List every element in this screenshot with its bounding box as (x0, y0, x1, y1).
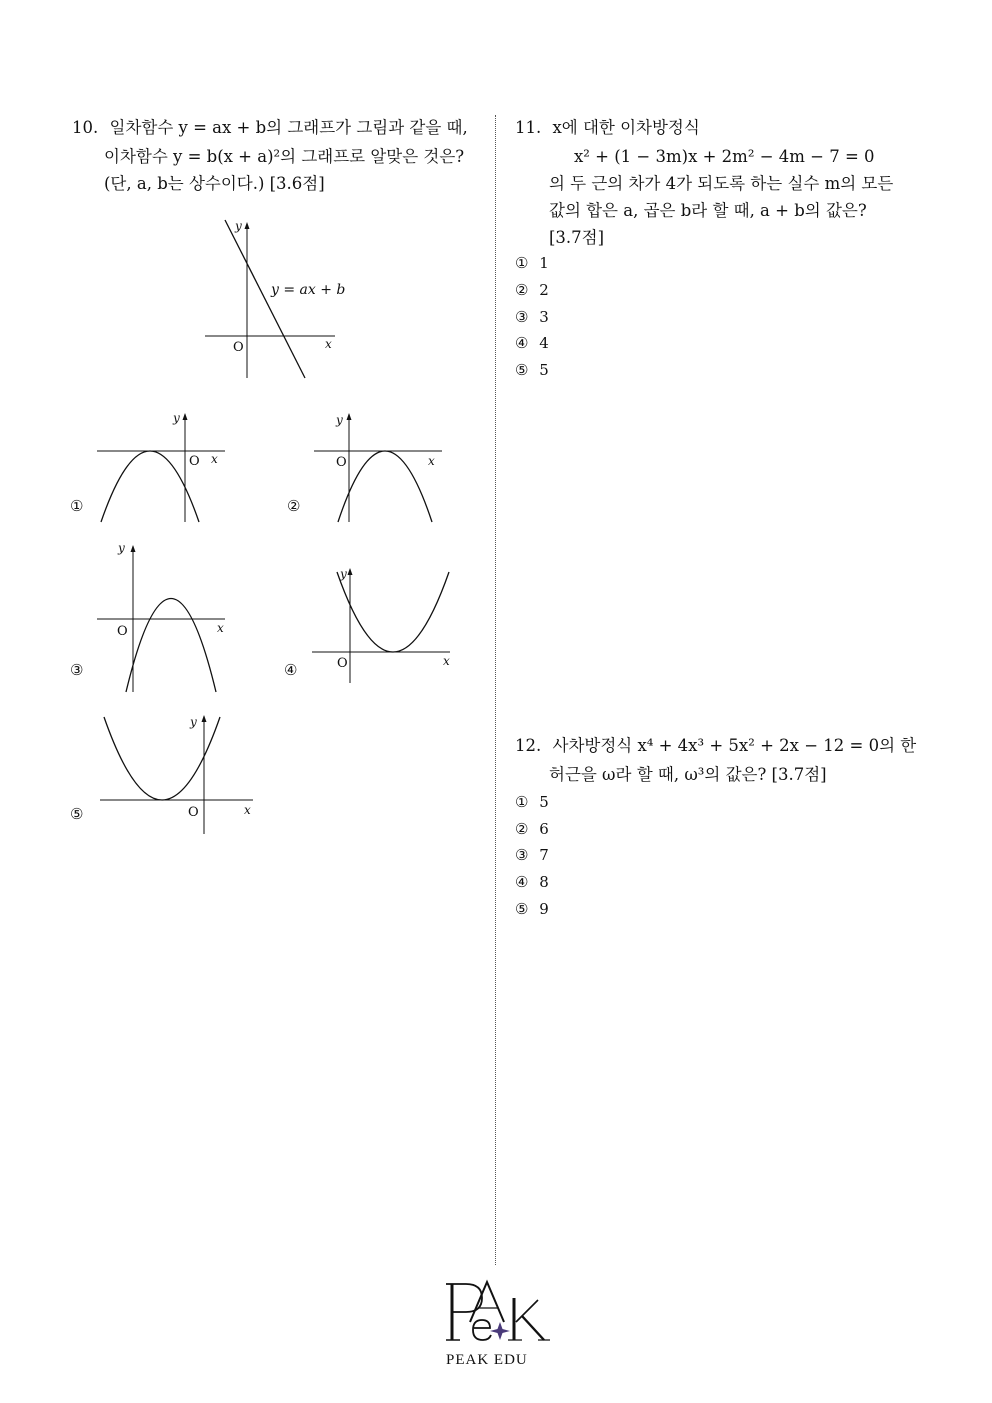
q11-option-2[interactable] (515, 281, 549, 299)
option-mark: ① (515, 254, 529, 272)
line-equation-label: y = ax + b (271, 282, 346, 298)
q12-option-1[interactable] (515, 793, 549, 811)
y-axis-arrow (183, 413, 188, 420)
logo-text: PEAK EDU (446, 1352, 528, 1368)
y-axis-label: y (118, 541, 125, 555)
y-axis-arrow (347, 413, 352, 420)
q12-line1 (515, 735, 916, 757)
y-axis-arrow (348, 568, 353, 575)
q10-text-line2: 이차함수 y = b(x + a)²의 그래프로 알맞은 것은? (104, 147, 465, 166)
q10-number: 10. (72, 118, 99, 137)
x-axis-label: x (217, 621, 224, 635)
x-axis-label: x (211, 452, 218, 466)
option-value: 9 (539, 900, 549, 918)
option-value: 4 (539, 334, 549, 352)
origin-label: O (188, 805, 199, 820)
q12-text-line1: 사차방정식 x⁴ + 4x³ + 5x² + 2x − 12 = 0의 한 (552, 736, 917, 755)
option-value: 5 (539, 793, 549, 811)
y-axis-label: y (336, 413, 343, 427)
x-axis-label: x (428, 454, 435, 468)
peak-logo-mark (440, 1278, 555, 1350)
option-mark: ⑤ (515, 361, 529, 379)
origin-label: O (337, 656, 348, 671)
q11-equation: x² + (1 − 3m)x + 2m² − 4m − 7 = 0 (574, 147, 875, 166)
y-axis-label: y (340, 567, 347, 581)
column-divider (495, 115, 496, 1265)
option-mark: ④ (515, 873, 529, 891)
star-icon (490, 1322, 510, 1340)
q12-number: 12. (515, 736, 542, 755)
q11-option-3[interactable] (515, 308, 549, 326)
q12-option-4[interactable] (515, 873, 549, 891)
parabola (337, 572, 449, 652)
q11-number: 11. (515, 118, 542, 137)
option-value: 7 (539, 846, 549, 864)
y-axis-arrow (245, 222, 250, 229)
q10-line1 (72, 117, 468, 139)
q11-option-1[interactable] (515, 254, 549, 272)
q11-option-4[interactable] (515, 334, 549, 352)
parabola (338, 451, 432, 522)
option-value: 2 (539, 281, 549, 299)
y-axis-arrow (202, 715, 207, 722)
option-mark: ④ (515, 334, 529, 352)
origin-label: O (233, 340, 244, 355)
option-mark: ⑤ (515, 900, 529, 918)
option-value: 6 (539, 820, 549, 838)
q10-choice-2-graph[interactable] (312, 410, 447, 525)
y-axis-label: y (235, 219, 242, 233)
q12-option-5[interactable] (515, 900, 549, 918)
parabola (126, 599, 216, 693)
y-axis-arrow (131, 545, 136, 552)
option-value: 5 (539, 361, 549, 379)
option-mark: ① (515, 793, 529, 811)
q11-text-line1: x에 대한 이차방정식 (552, 118, 700, 137)
q10-choice-3-mark[interactable]: ③ (70, 661, 84, 679)
origin-label: O (189, 454, 200, 469)
q10-linear-graph (195, 212, 365, 384)
parabola (104, 717, 220, 800)
q10-choice-2-mark[interactable]: ② (287, 497, 301, 515)
x-axis-label: x (443, 654, 450, 668)
q10-choice-1-mark[interactable]: ① (70, 497, 84, 515)
q10-choice-3-graph[interactable] (95, 540, 230, 695)
q11-text-line3: 값의 합은 a, 곱은 b라 할 때, a + b의 값은? (549, 201, 867, 220)
y-axis-label: y (173, 411, 180, 425)
q10-choice-1-graph[interactable] (95, 410, 230, 525)
option-value: 8 (539, 873, 549, 891)
q10-text-line3: (단, a, b는 상수이다.) [3.6점] (104, 174, 325, 193)
q12-option-3[interactable] (515, 846, 549, 864)
option-value: 1 (539, 254, 549, 272)
option-mark: ③ (515, 846, 529, 864)
y-axis-label: y (190, 715, 197, 729)
option-value: 3 (539, 308, 549, 326)
q10-choice-4-mark[interactable]: ④ (284, 661, 298, 679)
q10-choice-4-graph[interactable] (310, 565, 455, 685)
option-mark: ② (515, 281, 529, 299)
q10-choice-5-graph[interactable] (98, 712, 258, 837)
q12-text-line2: 허근을 ω라 할 때, ω³의 값은? [3.7점] (549, 765, 827, 784)
option-mark: ② (515, 820, 529, 838)
q11-text-line2: 의 두 근의 차가 4가 되도록 하는 실수 m의 모든 (549, 174, 894, 193)
q12-option-2[interactable] (515, 820, 549, 838)
parabola (101, 451, 199, 522)
q11-option-5[interactable] (515, 361, 549, 379)
origin-label: O (117, 624, 128, 639)
x-axis-label: x (325, 337, 332, 351)
origin-label: O (336, 455, 347, 470)
q11-line1 (515, 117, 700, 139)
q10-choice-5-mark[interactable]: ⑤ (70, 805, 84, 823)
x-axis-label: x (244, 803, 251, 817)
q11-points: [3.7점] (549, 228, 605, 247)
q10-text-line1: 일차함수 y = ax + b의 그래프가 그림과 같을 때, (109, 118, 468, 137)
option-mark: ③ (515, 308, 529, 326)
